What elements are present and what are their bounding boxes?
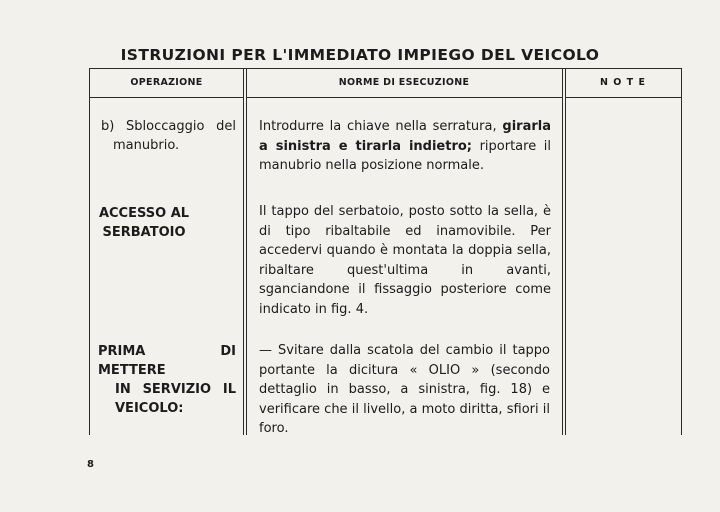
- operation-line: IN SERVIZIO IL: [115, 382, 236, 397]
- header-note: N O T E: [600, 77, 646, 88]
- column-divider: [243, 68, 244, 435]
- operation-prima-di-mettere: [98, 342, 236, 418]
- operation-sbloccaggio: [101, 117, 236, 155]
- norm-accesso-serbatoio: Il tappo del serbatoio, posto sotto la sella, è di tipo ribaltabile ed inamovibile. Per accedervi quando è montata la doppia sella, ribaltare quest'ultima in avanti, sganciandone il fissaggio posteriore come indicato in fig. 4.: [259, 204, 551, 317]
- norm-bold-text: girarla a sinistra e tirarla indietro;: [259, 119, 551, 154]
- operation-line: b) Sbloccaggio del: [101, 119, 236, 134]
- operation-line: manubrio.: [113, 138, 180, 153]
- operation-line: SERBATOIO: [102, 225, 186, 240]
- operation-accesso-serbatoio: [98, 204, 190, 242]
- norm-text: riportare il manubrio nella posizione normale.: [259, 138, 551, 174]
- header-bottom-rule: [90, 97, 243, 98]
- column-divider: [565, 68, 566, 435]
- header-operazione: OPERAZIONE: [130, 77, 203, 88]
- norm-text: Introdurre la chiave nella serratura,: [259, 119, 503, 134]
- table-top-rule: [90, 68, 682, 69]
- operation-line: PRIMA DI METTERE: [98, 344, 236, 378]
- operation-line: VEICOLO:: [115, 401, 184, 416]
- header-norme: NORME DI ESECUZIONE: [338, 77, 470, 88]
- header-bottom-rule: [565, 97, 682, 98]
- column-divider: [681, 68, 682, 435]
- page-number: 8: [87, 459, 94, 470]
- column-divider: [246, 68, 247, 435]
- header-bottom-rule: [246, 97, 562, 98]
- norm-prima-di-mettere: — Svitare dalla scatola del cambio il tappo portante la dicitura « OLIO » (secondo dettaglio in basso, a sinistra, fig. 18) e verificare che il livello, a moto diritta, sfiori il foro.: [259, 343, 550, 437]
- operation-line: ACCESSO AL: [98, 206, 190, 221]
- norm-sbloccaggio: [259, 117, 551, 176]
- column-divider: [562, 68, 563, 435]
- column-divider: [89, 68, 90, 435]
- page-title: ISTRUZIONI PER L'IMMEDIATO IMPIEGO DEL VEICOLO: [120, 46, 600, 64]
